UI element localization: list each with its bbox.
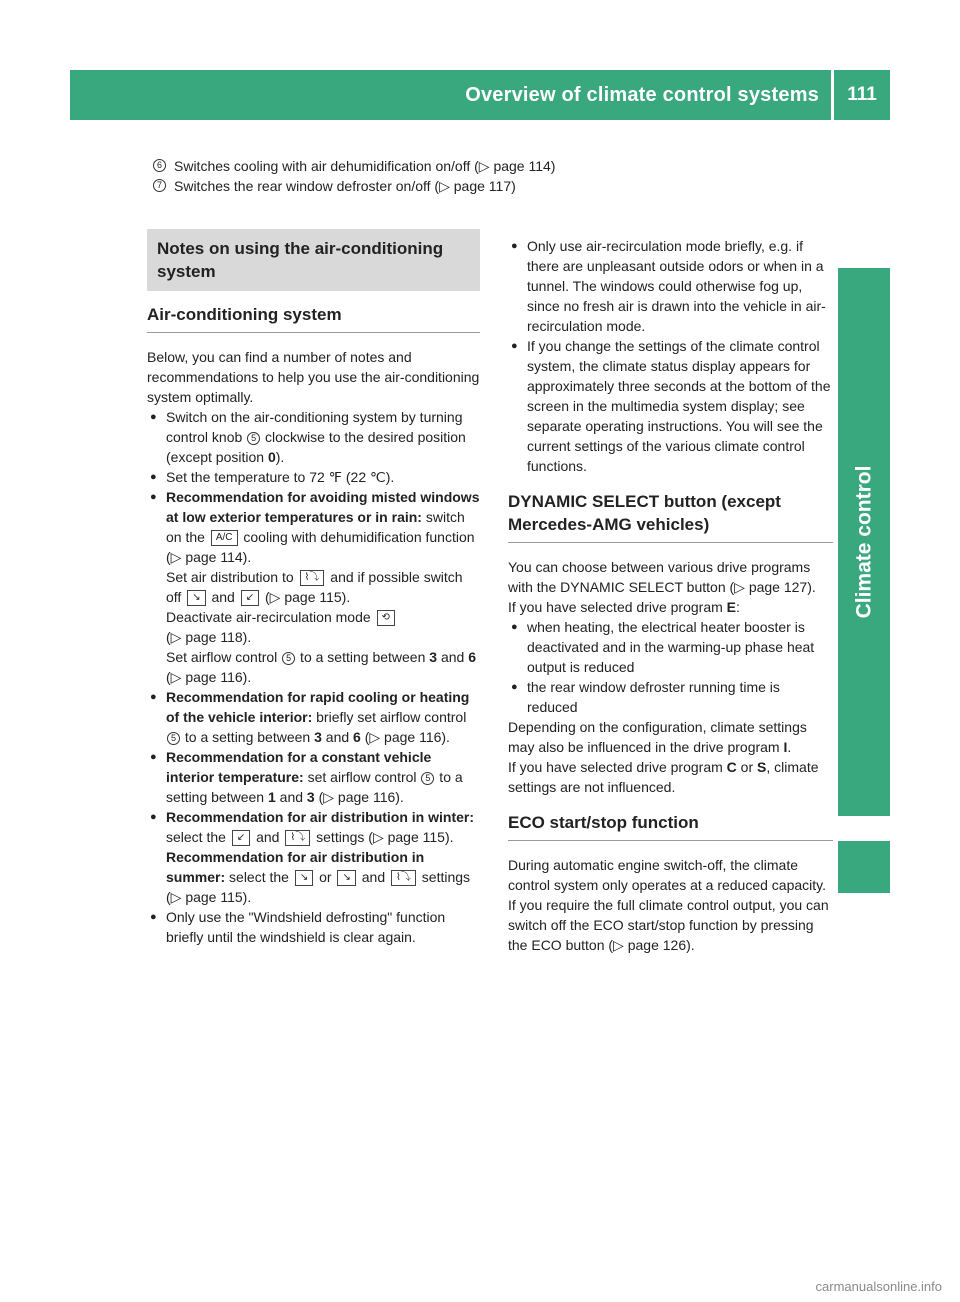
- watermark: carmanualsonline.info: [815, 1279, 942, 1294]
- callout-number: 7: [153, 179, 166, 192]
- text: when heating, the electrical heater booster is deactivated and in the warming-up phase heat output is reduced: [527, 619, 815, 675]
- bullet-icon: ●: [150, 411, 157, 423]
- left-column: [147, 229, 480, 947]
- text: (▷ page 118).: [166, 629, 252, 645]
- text: to a setting between: [296, 649, 430, 665]
- list-item: [147, 907, 480, 947]
- bullet-icon: ●: [511, 240, 518, 252]
- text: Only use the "Windshield defrosting" function briefly until the windshield is clear again.: [166, 909, 446, 945]
- bullet-icon: ●: [150, 911, 157, 923]
- text: briefly set airflow control: [312, 709, 467, 725]
- recirculation-icon: ⟲: [377, 610, 395, 626]
- list-item: [508, 617, 833, 677]
- text: .: [787, 739, 792, 755]
- bold-text: C: [726, 759, 737, 775]
- list-item: [147, 807, 480, 907]
- text: Switch on the air-conditioning system by turning control knob: [166, 409, 463, 445]
- ac-button-icon: A/C: [211, 530, 238, 546]
- bold-text: 3: [429, 649, 438, 665]
- spacer: [508, 797, 833, 811]
- text: clockwise to the desired position (except position: [166, 429, 466, 465]
- text: and: [437, 649, 469, 665]
- bullet-icon: ●: [150, 811, 157, 823]
- center-vent-air-icon: ↘: [337, 870, 355, 886]
- list-item: [147, 687, 480, 747]
- bullet-icon: ●: [150, 491, 157, 503]
- text: Set the temperature to 72 ℉ (22 ℃).: [166, 469, 395, 485]
- text: the rear window defroster running time is reduced: [527, 679, 780, 715]
- callout-number: 5: [167, 732, 180, 745]
- legend-list: [152, 156, 832, 196]
- sub-paragraph: [166, 607, 480, 647]
- text: and: [321, 729, 354, 745]
- text: set airflow control: [303, 769, 421, 785]
- windshield-air-icon: ⌇⤵: [300, 570, 325, 586]
- bold-text: Recommendation for air distribution in winter:: [166, 809, 475, 825]
- callout-number: 6: [153, 159, 166, 172]
- text: Set air distribution to: [166, 569, 298, 585]
- header-title: Overview of climate control systems: [465, 83, 819, 106]
- bullet-icon: ●: [150, 471, 157, 483]
- bold-text: S: [757, 759, 767, 775]
- bold-text: 3: [314, 729, 322, 745]
- dynamic-select-title: DYNAMIC SELECT button (except Mercedes-AMG vehicles): [508, 490, 833, 543]
- text: and: [252, 829, 284, 845]
- legend-text: Switches the rear window defroster on/off (▷ page 117): [174, 178, 516, 194]
- text: Deactivate air-recirculation mode: [166, 609, 375, 625]
- bold-text: 6: [468, 649, 476, 665]
- bold-text: Recommendation for rapid cooling or heating of the vehicle interior:: [166, 689, 470, 725]
- text: or: [315, 869, 336, 885]
- text: and: [207, 589, 239, 605]
- bold-text: 6: [353, 729, 361, 745]
- text: and: [357, 869, 389, 885]
- list-item: [508, 236, 833, 336]
- list-item: [147, 467, 480, 487]
- right-column: [508, 236, 833, 955]
- eco-title: ECO start/stop function: [508, 811, 833, 841]
- side-tab-label: Climate control: [852, 465, 876, 619]
- text: If you have selected drive program: [508, 759, 727, 775]
- text: select the: [225, 869, 293, 885]
- paragraph: [508, 597, 833, 617]
- text: and: [275, 789, 307, 805]
- paragraph: [508, 757, 833, 797]
- section-title: Notes on using the air-conditioning system: [147, 229, 480, 291]
- spacer: [508, 476, 833, 490]
- page-number: 111: [834, 70, 890, 120]
- windshield-air-icon: ⌇⤵: [391, 870, 416, 886]
- bold-text: Recommendation for air distribution in summer:: [166, 849, 425, 885]
- text: Depending on the configuration, climate settings may also be influenced in the drive program: [508, 719, 807, 755]
- bullet-icon: ●: [511, 621, 518, 633]
- paragraph: During automatic engine switch-off, the climate control system only operates at a reduced capacity. If you require the full climate control output, you can switch off the ECO start/stop function by pressing the ECO button (▷ page 126).: [508, 857, 829, 953]
- subsection-title: Air-conditioning system: [147, 303, 480, 333]
- text: Only use air-recirculation mode briefly, e.g. if there are unpleasant outside odors or when in a tunnel. The windows could otherwise fog up, since no fresh air is drawn into the vehicle in air-recirculation mode.: [527, 238, 826, 334]
- text: Set airflow control: [166, 649, 282, 665]
- bold-text: E: [726, 599, 737, 615]
- text: select the: [166, 829, 230, 845]
- callout-number: 5: [247, 432, 260, 445]
- list-item: [508, 336, 833, 476]
- bullet-icon: ●: [511, 681, 518, 693]
- recommendation-list: [147, 407, 480, 947]
- callout-number: 5: [421, 772, 434, 785]
- bullet-icon: ●: [150, 751, 157, 763]
- bold-text: Recommendation for avoiding misted windows at low exterior temperatures or in rain:: [166, 489, 480, 525]
- note-list: [508, 236, 833, 476]
- footwell-air-icon: ↙: [232, 830, 250, 846]
- bold-text: 1: [267, 789, 276, 805]
- side-tab-label-wrap: [838, 268, 890, 816]
- legend-item: [152, 156, 832, 176]
- bold-text: 0: [267, 449, 276, 465]
- center-vent-air-icon: ↘: [295, 870, 313, 886]
- bold-text: I: [783, 739, 788, 755]
- list-item: [147, 747, 480, 807]
- bold-text: 3: [306, 789, 315, 805]
- legend-text: Switches cooling with air dehumidification on/off (▷ page 114): [174, 158, 556, 174]
- text: If you change the settings of the climate control system, the climate status display appears for approximately three seconds at the bottom of the screen in the multimedia system display; see separate operating instructions. You will see the current settings of the various climate control functions.: [527, 338, 831, 474]
- text: and if possible switch off: [166, 569, 463, 605]
- text: cooling with dehumidification function (▷ page 114).: [166, 529, 475, 565]
- text: (▷ page 116).: [166, 669, 252, 685]
- list-item: [147, 407, 480, 467]
- bullet-icon: ●: [150, 691, 157, 703]
- list-item: [147, 487, 480, 687]
- text: to a setting between: [166, 769, 463, 805]
- text: settings (▷ page 115).: [312, 829, 454, 845]
- text: If you have selected drive program: [508, 599, 727, 615]
- windshield-air-icon: ⌇⤵: [285, 830, 310, 846]
- text: settings (▷ page 115).: [166, 869, 471, 905]
- text: or: [736, 759, 758, 775]
- text: :: [736, 599, 740, 615]
- callout-number: 5: [282, 652, 295, 665]
- side-marker: [838, 841, 890, 893]
- paragraph: [508, 717, 833, 757]
- paragraph: You can choose between various drive programs with the DYNAMIC SELECT button (▷ page 127).: [508, 559, 816, 595]
- text: (▷ page 116).: [360, 729, 450, 745]
- text: , climate settings are not influenced.: [508, 759, 819, 795]
- bullet-icon: ●: [511, 340, 518, 352]
- list-item: [508, 677, 833, 717]
- center-vent-air-icon: ↘: [187, 590, 205, 606]
- header-title-bar: [70, 70, 831, 120]
- text: ).: [275, 449, 285, 465]
- intro-paragraph: Below, you can find a number of notes and recommendations to help you use the air-conditioning system optimally.: [147, 349, 480, 405]
- drive-program-list: [508, 617, 833, 717]
- text: to a setting between: [181, 729, 315, 745]
- footwell-air-icon: ↙: [241, 590, 259, 606]
- text: (▷ page 115).: [261, 589, 351, 605]
- bold-text: Recommendation for a constant vehicle interior temperature:: [166, 749, 432, 785]
- legend-item: [152, 176, 832, 196]
- text: (▷ page 116).: [314, 789, 404, 805]
- sub-paragraph: [166, 847, 480, 907]
- sub-paragraph: [166, 647, 480, 687]
- text: switch on the: [166, 509, 465, 545]
- sub-paragraph: [166, 567, 480, 607]
